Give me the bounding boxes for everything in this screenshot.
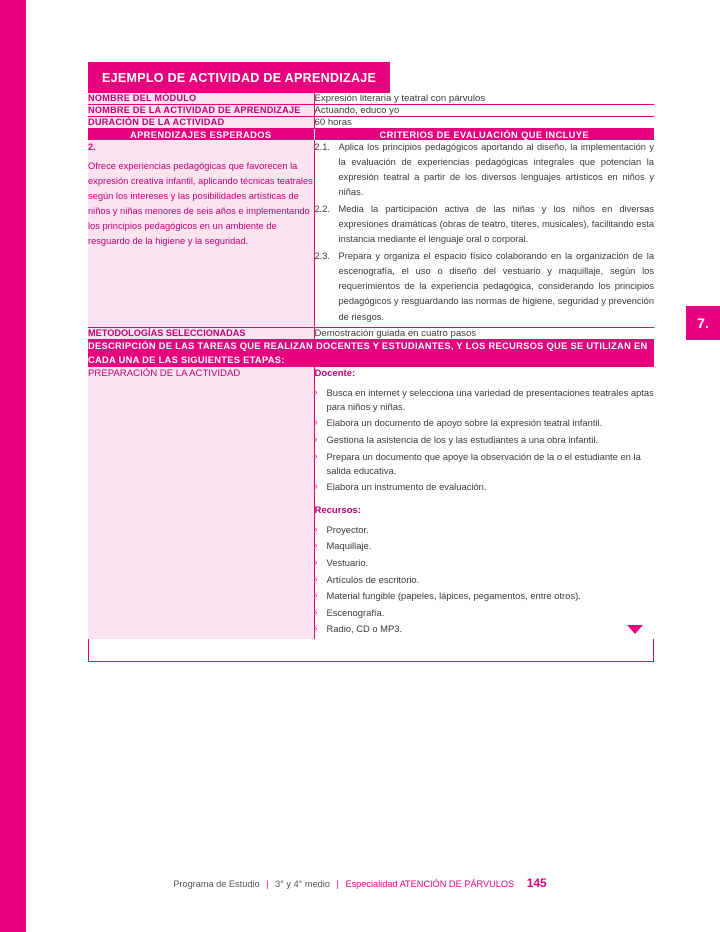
chevron-right-icon: › bbox=[314, 606, 318, 617]
module-name-value: Expresión literaria y teatral con párvulos bbox=[314, 93, 654, 105]
list-item-text: Material fungible (papeles, lápices, pegamentos, entre otros). bbox=[326, 590, 581, 602]
activity-duration-label: DURACIÓN DE LA ACTIVIDAD bbox=[88, 117, 314, 129]
list-item bbox=[315, 433, 655, 447]
criterion-index: 2.1. bbox=[314, 142, 331, 152]
table-row bbox=[88, 105, 654, 117]
chevron-right-icon: › bbox=[314, 540, 318, 551]
table-bottom-edge bbox=[88, 639, 654, 662]
methodology-value: Demostración guiada en cuatro pasos bbox=[314, 327, 654, 339]
list-item-text: Vestuario. bbox=[326, 556, 369, 568]
table-row bbox=[88, 367, 654, 639]
chevron-right-icon: › bbox=[314, 623, 318, 634]
list-item-text: Gestiona la asistencia de los y las estudiantes a una obra infantil. bbox=[326, 434, 599, 446]
list-item bbox=[315, 556, 655, 570]
list-item-text: Escenografía. bbox=[326, 606, 385, 618]
activity-name-value: Actuando, educo yo bbox=[314, 105, 654, 117]
table-row bbox=[88, 93, 654, 105]
column-header-criteria: CRITERIOS DE EVALUACIÓN QUE INCLUYE bbox=[314, 129, 654, 141]
learning-outcome-cell bbox=[88, 140, 314, 327]
list-item-text: Maquillaje. bbox=[326, 540, 372, 552]
activity-table bbox=[88, 93, 654, 639]
module-name-label: NOMBRE DEL MÓDULO bbox=[88, 93, 314, 105]
list-item bbox=[315, 606, 655, 620]
chevron-right-icon: › bbox=[314, 434, 318, 445]
table-header-row bbox=[88, 129, 654, 141]
list-item bbox=[315, 386, 655, 414]
criterion-text: Aplica los principios pedagógicos aportando al diseño, la implementación y la evaluación de experiencias pedagógicas integrales que potencian la expresión teatral a partir de los diversos lenguajes artísticos en niños y niñas. bbox=[338, 142, 654, 198]
criterion-item bbox=[315, 202, 655, 247]
footer-separator: | bbox=[266, 879, 269, 889]
chevron-right-icon: › bbox=[314, 523, 318, 534]
criterion-text: Prepara y organiza el espacio físico colaborando en la organización de la escenografía, el uso o diseño del vestuario y maquillaje, según los requerimientos de la experiencia pedagógica, considerando los principios pedagógicos y resguardando las normas de higiene, seguridad y prevención de riesgos. bbox=[338, 251, 654, 322]
criterion-item bbox=[315, 249, 655, 324]
footer-program: Programa de Estudio bbox=[173, 879, 260, 889]
criteria-cell bbox=[314, 140, 654, 327]
chapter-tab-label: 7. bbox=[697, 315, 709, 331]
list-item bbox=[315, 539, 655, 553]
footer-separator: | bbox=[336, 879, 339, 889]
chapter-tab bbox=[686, 306, 720, 340]
document-page bbox=[88, 62, 654, 662]
table-row bbox=[88, 339, 654, 367]
table-row bbox=[88, 117, 654, 129]
resources-section-title: Recursos: bbox=[314, 505, 361, 517]
footer-level: 3° y 4° medio bbox=[275, 879, 330, 889]
activity-duration-value: 60 horas bbox=[314, 117, 654, 129]
chevron-right-icon: › bbox=[314, 481, 318, 492]
list-item bbox=[315, 523, 655, 537]
criterion-index: 2.2. bbox=[314, 204, 331, 215]
criterion-text: Media la participación activa de las niñas y los niños en diversas expresiones dramáticas (obras de teatro, títeres, musicales), facilitando esta instancia mediante el lenguaje oral o corporal. bbox=[338, 204, 654, 245]
chevron-right-icon: › bbox=[314, 417, 318, 428]
list-item-text: Elabora un instrumento de evaluación. bbox=[326, 481, 487, 493]
chevron-right-icon: › bbox=[314, 386, 318, 397]
list-item-text: Proyector. bbox=[326, 523, 369, 535]
chevron-right-icon: › bbox=[314, 450, 318, 461]
chevron-right-icon: › bbox=[314, 573, 318, 584]
learning-outcome-number: 2. bbox=[88, 142, 96, 152]
methodology-label: METODOLOGÍAS SELECCIONADAS bbox=[88, 327, 314, 339]
list-item bbox=[315, 480, 655, 494]
list-item bbox=[315, 573, 655, 587]
list-item-text: Prepara un documento que apoye la observación de la o el estudiante en la salida educativa. bbox=[326, 450, 641, 476]
list-item-text: Artículos de escritorio. bbox=[326, 573, 420, 585]
footer-specialty: Especialidad ATENCIÓN DE PÁRVULOS bbox=[345, 879, 515, 889]
page-left-band bbox=[0, 0, 26, 932]
list-item-text: Busca en internet y selecciona una variedad de presentaciones teatrales aptas para niños y niñas. bbox=[326, 386, 654, 412]
stage-label: PREPARACIÓN DE LA ACTIVIDAD bbox=[88, 367, 314, 639]
chevron-right-icon: › bbox=[314, 590, 318, 601]
chevron-right-icon: › bbox=[314, 556, 318, 567]
page-title-banner bbox=[88, 62, 390, 93]
table-row bbox=[88, 327, 654, 339]
list-item bbox=[315, 589, 655, 603]
page-number: 145 bbox=[526, 876, 547, 890]
description-bar: DESCRIPCIÓN DE LAS TAREAS QUE REALIZAN DOCENTES Y ESTUDIANTES, Y LOS RECURSOS QUE SE UTILIZAN EN CADA UNA DE LAS SIGUIENTES ETAPAS: bbox=[88, 339, 654, 367]
list-item-text: Elabora un documento de apoyo sobre la expresión teatral infantil. bbox=[326, 417, 603, 429]
table-row bbox=[88, 140, 654, 327]
tasks-cell bbox=[314, 367, 654, 639]
list-item-text: Radio, CD o MP3. bbox=[326, 623, 403, 635]
page-title: EJEMPLO DE ACTIVIDAD DE APRENDIZAJE bbox=[102, 71, 377, 85]
continuation-triangle-icon bbox=[627, 625, 643, 634]
criterion-item bbox=[315, 140, 655, 200]
page-footer bbox=[0, 876, 720, 890]
column-header-learning: APRENDIZAJES ESPERADOS bbox=[88, 129, 314, 141]
teacher-section-title: Docente: bbox=[314, 368, 356, 380]
learning-outcome-text: Ofrece experiencias pedagógicas que favorecen la expresión creativa infantil, aplicando técnicas teatrales según los intereses y las posibilidades artísticas de niños y niñas menores de seis años e implementando los principios pedagógicos en un ambiente de resguardo de la higiene y la seguridad. bbox=[88, 161, 313, 247]
criterion-index: 2.3. bbox=[314, 251, 331, 262]
list-item bbox=[315, 450, 655, 478]
activity-name-label: NOMBRE DE LA ACTIVIDAD DE APRENDIZAJE bbox=[88, 105, 314, 117]
list-item bbox=[315, 416, 655, 430]
list-item bbox=[315, 622, 655, 636]
